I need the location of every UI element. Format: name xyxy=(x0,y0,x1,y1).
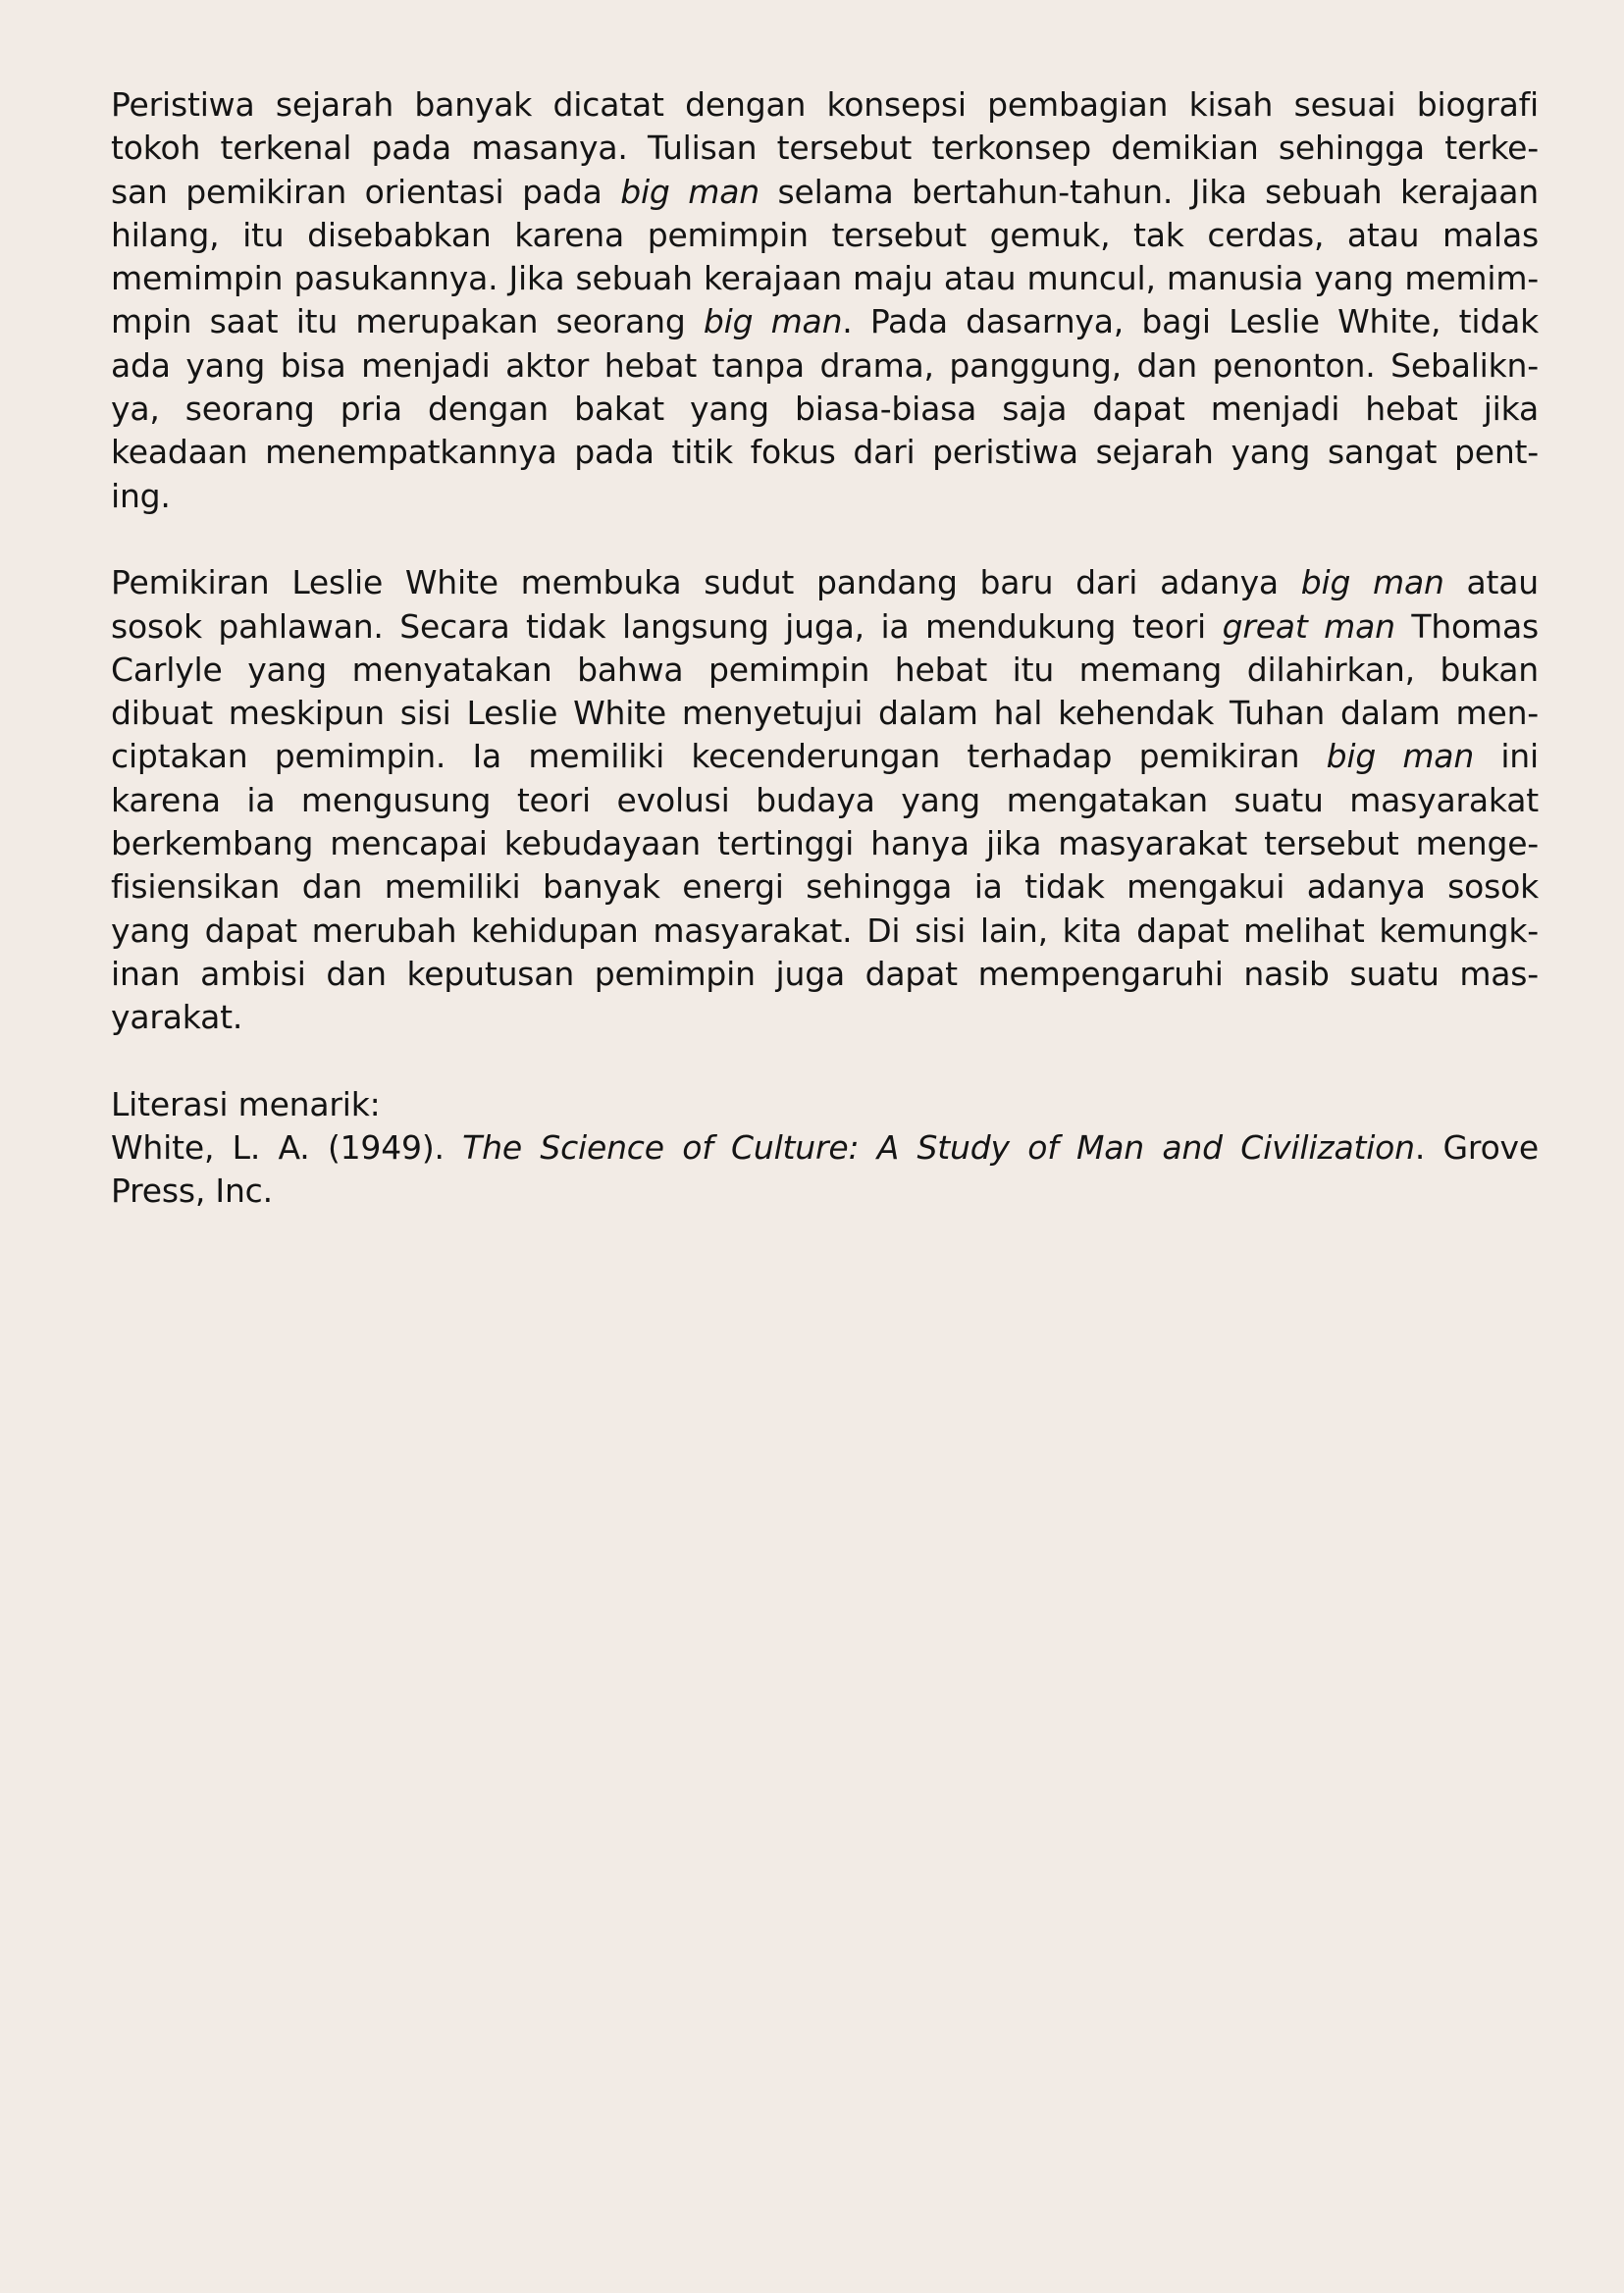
paragraph-1-line: tokoh terkenal pada masanya. Tulisan tersebut terkonsep demikian sehingga terke- xyxy=(111,129,1539,168)
text-run: Pemikiran Leslie White membuka sudut pandang baru dari adanya xyxy=(111,563,1301,602)
paragraph-1-line: keadaan menempatkannya pada titik fokus dari peristiwa sejarah yang sangat pent- xyxy=(111,433,1539,472)
text-run: Thomas xyxy=(1394,606,1539,646)
text-run: atau xyxy=(1443,563,1539,602)
text-run: ini xyxy=(1474,737,1539,776)
emphasis-big-man: big man xyxy=(703,302,843,341)
citation-publisher-continued: Press, Inc. xyxy=(111,1172,273,1211)
citation-author-year: White, L. A. (1949). xyxy=(111,1128,463,1168)
paragraph-2 xyxy=(111,561,1539,1039)
text-run: ciptakan pemimpin. Ia memiliki kecenderungan terhadap pemikiran xyxy=(111,737,1327,776)
emphasis-big-man: big man xyxy=(620,172,760,211)
citation-title: The Science of Culture: A Study of Man and Civilization xyxy=(462,1128,1415,1168)
paragraph-2-line: fisiensikan dan memiliki banyak energi sehingga ia tidak mengakui adanya sosok xyxy=(111,867,1539,907)
text-run: mpin saat itu merupakan seorang xyxy=(111,302,704,341)
paragraph-1-line: hilang, itu disebabkan karena pemimpin tersebut gemuk, tak cerdas, atau malas xyxy=(111,215,1539,254)
paragraph-2-line: karena ia mengusung teori evolusi budaya yang mengatakan suatu masyarakat xyxy=(111,780,1539,819)
paragraph-1-line: ing. xyxy=(111,476,171,515)
reference-heading: Literasi menarik: xyxy=(111,1084,381,1123)
paragraph-1-line: Peristiwa sejarah banyak dicatat dengan konsepsi pembagian kisah sesuai biografi xyxy=(111,85,1539,124)
document-page xyxy=(111,83,1539,1214)
paragraph-1-line xyxy=(111,300,1539,343)
citation-publisher: . Grove xyxy=(1414,1128,1539,1168)
paragraph-2-line: berkembang mencapai kebudayaan tertinggi hanya jika masyarakat tersebut menge- xyxy=(111,824,1539,863)
paragraph-2-line: inan ambisi dan keputusan pemimpin juga dapat mempengaruhi nasib suatu mas- xyxy=(111,954,1539,993)
paragraph-1-line: ada yang bisa menjadi aktor hebat tanpa drama, panggung, dan penonton. Sebalikn- xyxy=(111,345,1539,385)
paragraph-2-line: yang dapat merubah kehidupan masyarakat. Di sisi lain, kita dapat melihat kemungk- xyxy=(111,911,1539,950)
paragraph-2-line xyxy=(111,605,1539,649)
paragraph-2-line xyxy=(111,561,1539,604)
paragraph-2-line xyxy=(111,735,1539,778)
paragraph-1-line xyxy=(111,171,1539,214)
paragraph-2-line: Carlyle yang menyatakan bahwa pemimpin hebat itu memang dilahirkan, bukan xyxy=(111,650,1539,689)
paragraph-1-line: ya, seorang pria dengan bakat yang biasa-biasa saja dapat menjadi hebat jika xyxy=(111,390,1539,429)
emphasis-great-man: great man xyxy=(1222,606,1395,646)
text-run: selama bertahun-tahun. Jika sebuah kerajaan xyxy=(759,172,1540,211)
paragraph-1 xyxy=(111,83,1539,518)
text-run: . Pada dasarnya, bagi Leslie White, tidak xyxy=(842,302,1540,341)
reference-citation xyxy=(111,1126,1539,1170)
text-run: san pemikiran orientasi pada xyxy=(111,172,621,211)
paragraph-2-line: yarakat. xyxy=(111,998,243,1037)
paragraph-1-line: memimpin pasukannya. Jika sebuah kerajaan maju atau muncul, manusia yang memim- xyxy=(111,259,1539,298)
reference-section xyxy=(111,1083,1539,1214)
emphasis-big-man: big man xyxy=(1300,563,1444,602)
emphasis-big-man: big man xyxy=(1326,737,1475,776)
text-run: sosok pahlawan. Secara tidak langsung juga, ia mendukung teori xyxy=(111,606,1223,646)
paragraph-2-line: dibuat meskipun sisi Leslie White menyetujui dalam hal kehendak Tuhan dalam men- xyxy=(111,694,1539,733)
